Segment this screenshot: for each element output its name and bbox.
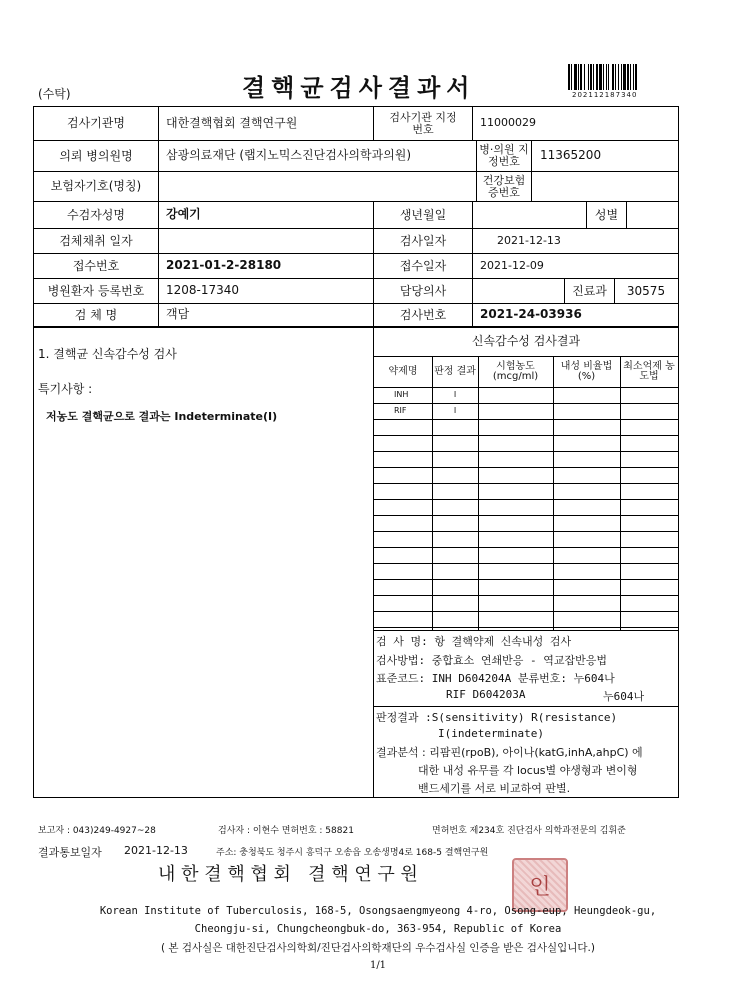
results-row-line <box>374 419 678 420</box>
results-header-cell: 최소억제 농도법 <box>623 360 675 382</box>
hospital-reg-label: 병원환자 등록번호 <box>47 283 145 298</box>
barcode <box>568 64 640 90</box>
page-title: 결핵균검사결과서 <box>242 74 476 102</box>
insurer-value <box>166 172 466 201</box>
barcode-bar <box>618 64 619 90</box>
results-row-line <box>374 627 678 628</box>
org-name: 내 한 결 핵 협 회 결 핵 연 구 원 <box>158 864 418 885</box>
barcode-bar <box>593 64 594 90</box>
barcode-bar <box>588 64 589 90</box>
results-cell-ratio <box>553 387 620 403</box>
birth-value <box>480 202 580 228</box>
barcode-bar <box>578 64 579 90</box>
barcode-bar <box>571 64 572 90</box>
institution-no-value: 11000029 <box>480 116 536 130</box>
patient-value: 강예기 <box>166 207 201 222</box>
barcode-bar <box>615 64 616 90</box>
analysis-line-3: 밴드세기를 서로 비교하여 판별. <box>418 782 571 795</box>
results-header-cell: 판정 결과 <box>434 365 476 377</box>
dept-label: 진료과 <box>572 283 607 298</box>
doctor-value <box>480 279 560 303</box>
remarks-label: 특기사항 : <box>38 382 93 396</box>
barcode-bar <box>623 64 626 90</box>
results-cell-result: I <box>453 389 457 399</box>
judge-line-2: I(indeterminate) <box>438 727 544 740</box>
seal-text: 인 <box>529 874 551 900</box>
results-row-line <box>374 435 678 436</box>
examiner: 검사자 : 이현수 면허번호 : 58821 <box>218 826 354 836</box>
results-row-line <box>374 563 678 564</box>
official-seal <box>512 858 568 912</box>
barcode-bar <box>635 64 637 90</box>
method-std-code-2-class: 누604나 <box>603 690 645 703</box>
page-number: 1/1 <box>369 960 387 971</box>
results-cell-result: I <box>453 405 457 415</box>
analysis-line-2: 대한 내성 유무를 각 locus별 야생형과 변이형 <box>418 764 638 777</box>
barcode-bar <box>627 64 629 90</box>
results-cell-drug: RIF <box>394 405 407 415</box>
barcode-bar <box>590 64 592 90</box>
results-cell-drug: INH <box>394 389 409 399</box>
results-section-title: 신속감수성 검사결과 <box>471 334 581 349</box>
specimen-label: 검 체 명 <box>74 307 118 322</box>
requester-label: 의뢰 병의원명 <box>59 148 133 163</box>
barcode-bar <box>596 64 598 90</box>
health-ins-no-label: 건강보험 증번호 <box>482 173 526 199</box>
barcode-bar <box>606 64 607 90</box>
institution-no-label: 검사기관 지정번호 <box>389 110 457 136</box>
barcode-bar <box>603 64 604 90</box>
address-en-2: Cheongju-si, Chungcheongbuk-do, 363-954, Republic of Korea <box>194 923 562 935</box>
results-row-line <box>374 483 678 484</box>
receipt-no-label: 접수번호 <box>72 258 120 273</box>
method-std-code-2: RIF D604203A <box>446 688 526 701</box>
barcode-bar <box>584 64 585 90</box>
results-row-line <box>374 515 678 516</box>
reporter: 보고자 : 043)249-4927~28 <box>38 826 156 836</box>
test-date-value: 2021-12-13 <box>497 233 561 247</box>
results-row-line <box>374 611 678 612</box>
address-en-1: Korean Institute of Tuberculosis, 168-5, Osongsaengmyeong 4-ro, Osong-eup, Heungdeok-gu, <box>99 905 657 917</box>
results-header-cell: 내성 비율법(%) <box>560 360 613 382</box>
sex-label: 성별 <box>594 207 619 222</box>
requester-no-value: 11365200 <box>540 148 602 163</box>
results-cell-conc <box>478 403 553 419</box>
dept-value: 30575 <box>626 283 666 298</box>
results-row-line <box>374 595 678 596</box>
results-row-line <box>374 531 678 532</box>
barcode-bar <box>580 64 582 90</box>
barcode-bar <box>568 64 570 90</box>
report-date-value: 2021-12-13 <box>124 844 188 857</box>
barcode-bar <box>621 64 622 90</box>
requester-no-label: 병·의원 지정번호 <box>479 143 529 168</box>
method-std-code-1: 표준코드: INH D604204A 분류번호: 누604나 <box>376 672 615 685</box>
results-row-line <box>374 467 678 468</box>
receipt-date-label: 접수일자 <box>399 258 447 273</box>
results-cell-mic <box>620 403 678 419</box>
address-kr: 주소: 충청북도 청주시 흥덕구 오송읍 오송생명4로 168-5 결핵연구원 <box>216 848 489 858</box>
results-cell-ratio <box>553 403 620 419</box>
barcode-bar <box>633 64 634 90</box>
birth-label: 생년월일 <box>399 207 447 222</box>
judge-line-1: 판정결과 :S(sensitivity) R(resistance) <box>376 711 618 724</box>
barcode-number: 202112187340 <box>572 91 638 99</box>
receipt-label: (수탁) <box>38 87 71 101</box>
method-test-name: 검 사 명: 항 결핵약제 신속내성 검사 <box>376 635 572 648</box>
remarks-text: 저농도 결핵균으로 결과는 Indeterminate(I) <box>46 410 278 423</box>
barcode-bar <box>630 64 631 90</box>
requester-value: 삼광의료재단 (랩지노믹스진단검사의학과의원) <box>166 148 412 163</box>
test-no-label: 검사번호 <box>399 307 447 322</box>
analysis-line-1: 결과분석 : 리팜핀(rpoB), 아이나(katG,inhA,ahpC) 에 <box>376 746 643 759</box>
license: 면허번호 제234호 진단검사 의학과전문의 김휘준 <box>432 826 626 836</box>
results-cell-conc <box>478 387 553 403</box>
barcode-bar <box>574 64 577 90</box>
institution-label: 검사기관명 <box>67 116 125 131</box>
barcode-bar <box>612 64 614 90</box>
results-row-line <box>374 499 678 500</box>
results-row-line <box>374 547 678 548</box>
results-row-line <box>374 451 678 452</box>
barcode-bar <box>599 64 602 90</box>
health-ins-no-value <box>540 172 670 201</box>
patient-label: 수검자성명 <box>67 207 125 222</box>
method-test-method: 검사방법: 중합효소 연쇄반응 - 역교잡반응법 <box>376 654 608 667</box>
results-header-cell: 약제명 <box>388 365 418 377</box>
certification-note: ( 본 검사실은 대한진단검사의학회/진단검사의학재단의 우수검사실 인증을 받은 검사실입니다.) <box>160 942 595 954</box>
report-date-label: 결과통보일자 <box>38 846 102 859</box>
hospital-reg-value: 1208-17340 <box>166 283 240 298</box>
test-date-label: 검사일자 <box>399 233 447 248</box>
receipt-date-value: 2021-12-09 <box>480 258 544 272</box>
collect-date-label: 검체채취 일자 <box>59 233 133 248</box>
test-no-value: 2021-24-03936 <box>480 307 582 322</box>
insurer-label: 보험자기호(명칭) <box>50 179 142 194</box>
specimen-value: 객담 <box>166 307 190 322</box>
institution-value: 대한결핵협회 결핵연구원 <box>166 115 298 130</box>
doctor-label: 담당의사 <box>399 283 447 298</box>
collect-date-value <box>166 229 366 253</box>
results-header-cell: 시험농도 (mcg/ml) <box>492 360 539 382</box>
results-row-line <box>374 579 678 580</box>
barcode-bar <box>608 64 609 90</box>
test-item-title: 1. 결핵균 신속감수성 검사 <box>38 347 177 361</box>
sex-value <box>627 202 677 228</box>
receipt-no-value: 2021-01-2-28180 <box>166 258 282 273</box>
results-cell-mic <box>620 387 678 403</box>
